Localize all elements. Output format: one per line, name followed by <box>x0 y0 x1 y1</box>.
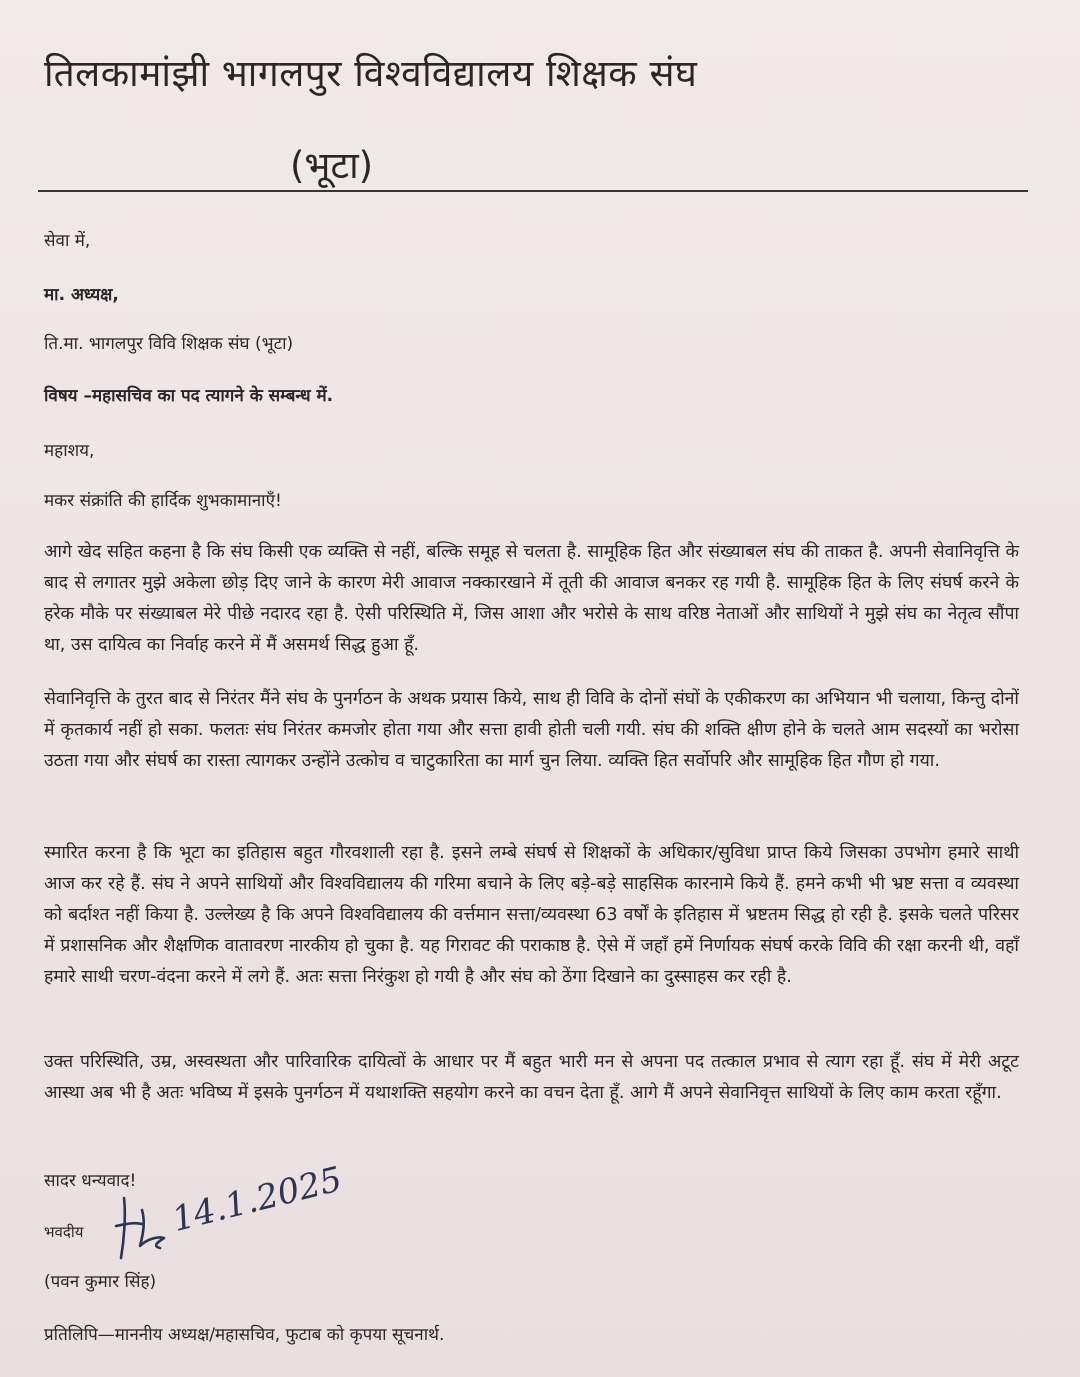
sender-name: (पवन कुमार सिंह) <box>44 1272 157 1292</box>
body-paragraph: सेवानिवृत्ति के तुरत बाद से निरंतर मैंने संघ के पुनर्गठन के अथक प्रयास किये, साथ ही विवि के दोनों संघों के एकीकरण का अभियान भी चलाया, किन्तु दोनों में कृतकार्य नहीं हो सका. फलतः संघ निरंतर कमजोर होता गया और सत्ता हावी होती चली गयी. संघ की शक्ति क्षीण होने के चलते आम सदस्यों का भरोसा उठता गया और संघर्ष का रास्ता त्यागकर उन्होंने उत्कोच व चाटुकारिता का मार्ग चुन लिया. व्यक्ति हित सर्वोपरि और सामूहिक हित गौण हो गया. <box>44 689 1019 771</box>
body-paragraph: स्मारित करना है कि भूटा का इतिहास बहुत गौरवशाली रहा है. इसने लम्बे संघर्ष से शिक्षकों के अधिकार/सुविधा प्राप्त किये जिसका उपभोग हमारे साथी आज कर रहे हैं. संघ ने अपने साथियों और विश्वविद्यालय की गरिमा बचाने के लिए बड़े-बड़े साहसिक कारनामे किये हैं. हमने कभी भी भ्रष्ट सत्ता व व्यवस्था को बर्दाश्त नहीं किया है. उल्लेख्य है कि अपने विश्वविद्यालय की वर्त्तमान सत्ता/व्यवस्था 63 वर्षों के इतिहास में भ्रष्टतम सिद्ध हो रही है. इसके चलते परिसर में प्रशासनिक और शैक्षणिक वातावरण नारकीय हो चुका है. यह गिरावट की पराकाष्ठ है. ऐसे में जहाँ हमें निर्णायक संघर्ष करके विवि की रक्षा करनी थी, वहाँ हमारे साथी चरण-वंदना करने में लगे हैं. अतः सत्ता निरंकुश हो गयी है और संघ को ठेंगा दिखाने का दुस्साहस कर रही है. <box>44 843 1019 987</box>
copy-to-line: प्रतिलिपि—माननीय अध्यक्ष/महासचिव, फुटाब को कृपया सूचनार्थ. <box>44 1325 445 1345</box>
body-paragraph: उक्त परिस्थिति, उम्र, अस्वस्थता और पारिवारिक दायित्वों के आधार पर मैं बहुत भारी मन से अपना पद तत्काल प्रभाव से त्याग रहा हूँ. संघ में मेरी अटूट आस्था अब भी है अतः भविष्य में इसके पुनर्गठन में यथाशक्ति सहयोग करने का वचन देता हूँ. आगे मैं अपने सेवानिवृत्त साथियों के लिए काम करता रहूँगा. <box>44 1052 1019 1103</box>
letterhead-title: तिलकामांझी भागलपुर विश्वविद्यालय शिक्षक संघ <box>44 52 698 95</box>
handwritten-date: 14.1.2025 <box>168 1159 346 1240</box>
letterhead-abbreviation: (भूटा) <box>290 144 374 187</box>
recipient-title: मा. अध्यक्ष, <box>44 285 119 305</box>
closing-yours: भवदीय <box>44 1223 84 1241</box>
subject-line: विषय –महासचिव का पद त्यागने के सम्बन्ध में. <box>44 386 334 406</box>
festival-wishes: मकर संक्रांति की हार्दिक शुभकामानाएँ! <box>44 491 282 511</box>
greeting: महाशय, <box>44 441 95 461</box>
salutation-to: सेवा में, <box>44 231 91 251</box>
recipient-org: ति.मा. भागलपुर विवि शिक्षक संघ (भूटा) <box>44 334 294 354</box>
header-divider <box>38 190 1028 192</box>
closing-thanks: सादर धन्यवाद! <box>44 1171 137 1191</box>
body-paragraph: आगे खेद सहित कहना है कि संघ किसी एक व्यक्ति से नहीं, बल्कि समूह से चलता है. सामूहिक हित और संख्याबल संघ की ताकत है. अपनी सेवानिवृत्ति के बाद से लगातर मुझे अकेला छोड़ दिए जाने के कारण मेरी आवाज नक्कारखाने में तूती की आवाज बनकर रह गयी है. सामूहिक हित के लिए संघर्ष करने के हरेक मौके पर संख्याबल मेरे पीछे नदारद रहा है. ऐसी परिस्थिति में, जिस आशा और भरोसे के साथ वरिष्ठ नेताओं और साथियों ने मुझे संघ का नेतृत्व सौंपा था, उस दायित्व का निर्वाह करने में मैं असमर्थ सिद्ध हुआ हूँ. <box>44 542 1019 655</box>
